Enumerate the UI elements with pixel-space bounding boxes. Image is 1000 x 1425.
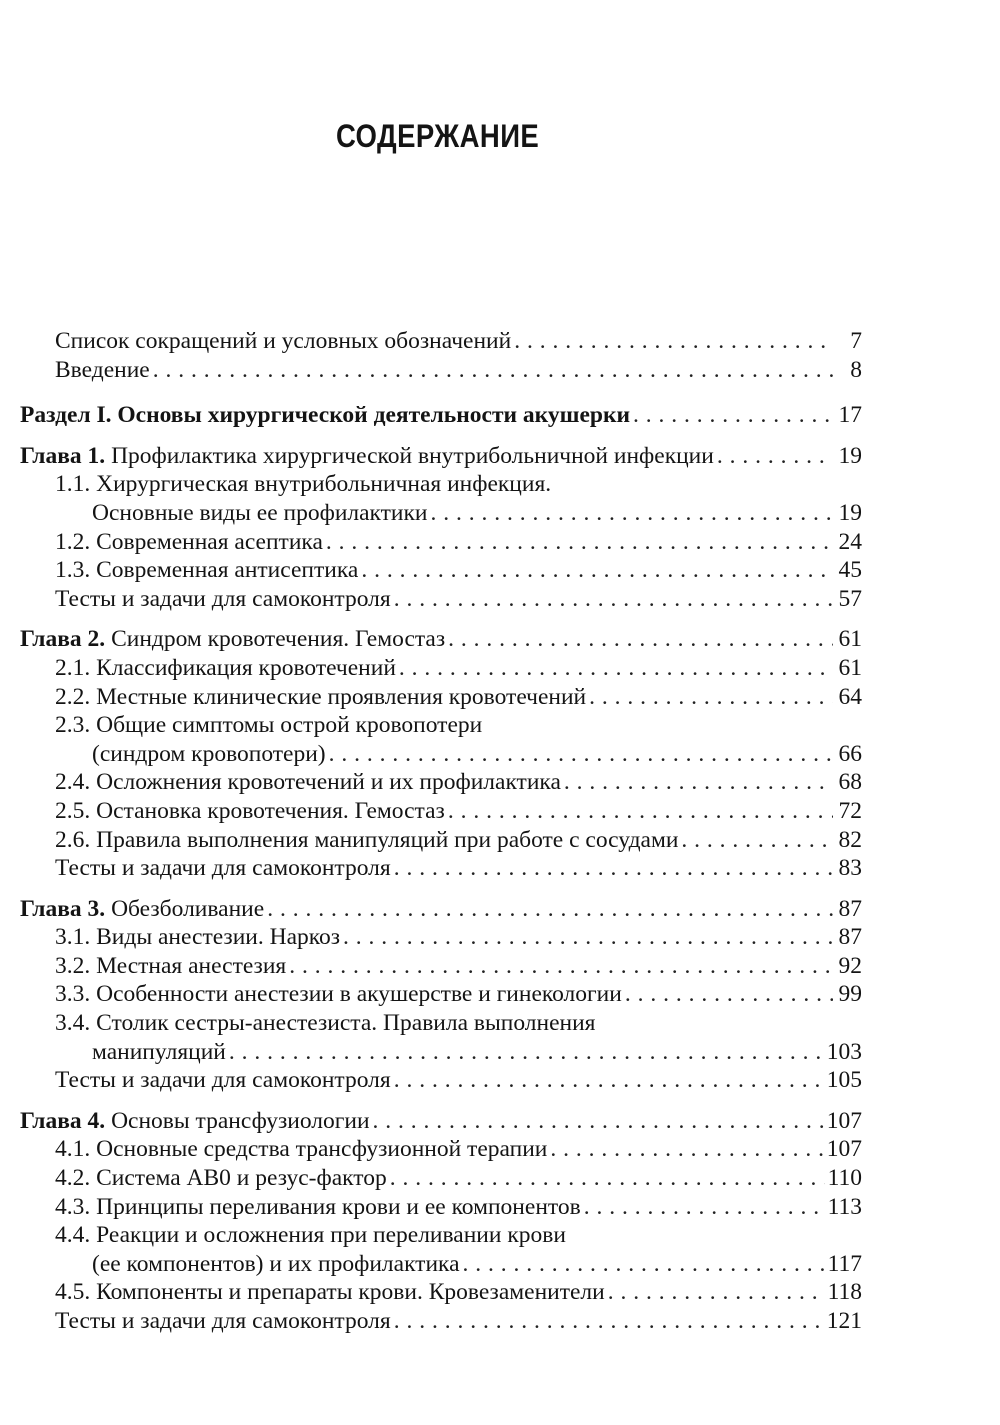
dot-leader [267, 895, 833, 924]
toc-entry[interactable] [0, 1250, 1000, 1279]
dot-leader [329, 740, 833, 769]
entry-text: Основные виды ее профилактики [92, 499, 428, 526]
entry-text: 2.3. Общие симптомы острой кровопотери [55, 712, 483, 739]
dot-leader [229, 1038, 824, 1067]
toc-entry[interactable] [0, 654, 1000, 683]
spacer [0, 883, 1000, 895]
page-number: 103 [826, 1038, 862, 1065]
entry-title [92, 499, 428, 528]
toc-entry[interactable] [0, 1009, 1000, 1038]
entry-title [92, 740, 326, 769]
dot-leader [633, 401, 833, 430]
entry-text: Тесты и задачи для самоконтроля [55, 1308, 391, 1334]
toc-entry[interactable] [0, 528, 1000, 557]
entry-text: 1.3. Современная антисептика [55, 557, 359, 584]
toc-entry[interactable] [0, 1307, 1000, 1336]
dot-leader [564, 768, 833, 797]
dot-leader [394, 585, 833, 614]
page-number: 66 [838, 740, 862, 767]
entry-title [55, 711, 482, 740]
dot-leader [514, 327, 833, 356]
toc-entry[interactable] [0, 556, 1000, 585]
toc-entry[interactable] [0, 768, 1000, 797]
page-number: 118 [827, 1279, 862, 1306]
chapter-title: Основы трансфузиологии [111, 1107, 370, 1134]
page-number: 61 [838, 654, 862, 681]
entry-title [55, 1278, 605, 1307]
entry-text: Тесты и задачи для самоконтроля [55, 585, 391, 612]
entry-title [55, 1135, 547, 1164]
page-number: 72 [838, 797, 862, 824]
toc-entry[interactable] [0, 740, 1000, 769]
dot-leader [394, 1307, 824, 1336]
page-number: 107 [826, 1107, 862, 1134]
page-number: 64 [838, 683, 862, 710]
entry-text: 4.3. Принципы переливания крови и ее компонентов [55, 1193, 581, 1220]
page-number: 105 [826, 1067, 862, 1094]
page-number: 24 [838, 528, 862, 555]
toc-entry[interactable] [0, 1066, 1000, 1095]
dot-leader [608, 1278, 825, 1307]
page-number: 87 [838, 895, 862, 922]
toc-entry[interactable] [0, 401, 1000, 430]
toc-entry[interactable] [0, 1278, 1000, 1307]
entry-text: манипуляций [92, 1038, 226, 1065]
entry-text: (синдром кровопотери) [92, 740, 326, 767]
toc-entry[interactable] [0, 499, 1000, 528]
page-number: 87 [838, 924, 862, 951]
page-number: 92 [838, 952, 862, 979]
entry-title [55, 980, 622, 1009]
chapter-label: Глава 1. [20, 442, 106, 469]
page-number: 19 [838, 442, 862, 469]
entry-title [20, 895, 264, 924]
entry-text: 1.1. Хирургическая внутрибольничная инфекция. [55, 471, 552, 498]
toc-entry[interactable] [0, 470, 1000, 499]
page-number: 110 [827, 1165, 862, 1192]
chapter-title: Профилактика хирургической внутрибольничной инфекции [111, 442, 714, 469]
toc-entry[interactable] [0, 1193, 1000, 1222]
dot-leader [390, 1164, 825, 1193]
toc-entry[interactable] [0, 1107, 1000, 1136]
entry-title [55, 528, 323, 557]
chapter-label: Глава 4. [20, 1107, 106, 1134]
chapter-label: Глава 2. [20, 626, 106, 653]
dot-leader [153, 356, 833, 385]
entry-title [55, 327, 511, 356]
entry-text: 1.2. Современная асептика [55, 528, 323, 555]
dot-leader [448, 625, 833, 654]
toc-entry[interactable] [0, 952, 1000, 981]
toc-entry[interactable] [0, 895, 1000, 924]
entry-title [55, 356, 150, 385]
toc-entry[interactable] [0, 1135, 1000, 1164]
dot-leader [431, 499, 833, 528]
toc-entry[interactable] [0, 711, 1000, 740]
page-number: 7 [850, 328, 862, 354]
entry-text: 4.5. Компоненты и препараты крови. Кровезаменители [55, 1279, 605, 1306]
toc-entry[interactable] [0, 585, 1000, 614]
entry-text: (ее компонентов) и их профилактика [92, 1250, 460, 1277]
entry-text: 3.2. Местная анестезия [55, 952, 287, 979]
dot-leader [584, 1193, 825, 1222]
entry-text: 4.1. Основные средства трансфузионной терапии [55, 1136, 548, 1163]
entry-title [55, 585, 391, 614]
dot-leader [681, 826, 833, 855]
dot-leader [717, 442, 833, 471]
entry-text: Список сокращений и условных обозначений [55, 328, 512, 354]
entry-text: 2.6. Правила выполнения манипуляций при работе с сосудами [55, 826, 679, 853]
page-number: 83 [838, 855, 862, 882]
entry-title [55, 923, 340, 952]
page-number: 117 [827, 1250, 862, 1277]
entry-title [20, 401, 630, 430]
entry-text: 3.4. Столик сестры-анестезиста. Правила выполнения [55, 1010, 596, 1037]
entry-title [55, 1193, 581, 1222]
page-number: 19 [838, 499, 862, 526]
spacer [0, 613, 1000, 625]
entry-text: 2.5. Остановка кровотечения. Гемостаз [55, 797, 445, 824]
dot-leader [343, 923, 833, 952]
entry-text: 2.1. Классификация кровотечений [55, 654, 396, 681]
page-number: 8 [850, 356, 862, 383]
dot-leader [463, 1250, 825, 1279]
page-title: СОДЕРЖАНИЕ [335, 118, 540, 154]
dot-leader [399, 654, 833, 683]
entry-title [55, 1307, 391, 1336]
entry-text: 4.2. Система АВ0 и резус-фактор [55, 1165, 387, 1192]
entry-title [55, 797, 445, 826]
entry-title [55, 556, 358, 585]
toc-entry[interactable] [0, 1038, 1000, 1067]
page-number: 121 [826, 1308, 862, 1334]
entry-text: 4.4. Реакции и осложнения при переливании крови [55, 1222, 566, 1249]
entry-text: Введение [55, 356, 150, 383]
dot-leader [448, 797, 833, 826]
dot-leader [326, 528, 833, 557]
page-number: 17 [838, 402, 862, 429]
dot-leader [373, 1107, 824, 1136]
entry-title [55, 1009, 596, 1038]
chapter-title: Обезболивание [111, 895, 265, 922]
entry-text: 3.3. Особенности анестезии в акушерстве и гинекологии [55, 981, 622, 1008]
entry-title [55, 1164, 387, 1193]
entry-title [55, 654, 396, 683]
entry-text: 3.1. Виды анестезии. Наркоз [55, 924, 341, 951]
page-number: 45 [838, 557, 862, 584]
section-title: Раздел I. Основы хирургической деятельности акушерки [20, 402, 631, 429]
toc-entry[interactable] [0, 327, 1000, 356]
spacer [0, 1095, 1000, 1107]
page-number: 107 [826, 1136, 862, 1163]
toc-entry[interactable] [0, 854, 1000, 883]
entry-title [55, 1221, 566, 1250]
entry-title [55, 952, 286, 981]
entry-title [20, 442, 714, 471]
dot-leader [625, 980, 833, 1009]
dot-leader [394, 1066, 824, 1095]
entry-title [55, 826, 678, 855]
entry-text: 2.4. Осложнения кровотечений и их профилактика [55, 769, 561, 796]
chapter-title: Синдром кровотечения. Гемостаз [111, 626, 446, 653]
toc-entry[interactable] [0, 442, 1000, 471]
toc-entry[interactable] [0, 1221, 1000, 1250]
chapter-label: Глава 3. [20, 895, 106, 922]
entry-title [55, 470, 551, 499]
entry-title [92, 1250, 460, 1279]
toc-entry[interactable] [0, 980, 1000, 1009]
toc-entry[interactable] [0, 923, 1000, 952]
entry-text: 2.2. Местные клинические проявления кровотечений [55, 683, 587, 710]
dot-leader [289, 952, 833, 981]
entry-title [20, 1107, 370, 1136]
entry-title [20, 625, 445, 654]
toc-entry[interactable] [0, 1164, 1000, 1193]
dot-leader [394, 854, 833, 883]
toc-entry[interactable] [0, 797, 1000, 826]
page-number: 99 [838, 981, 862, 1008]
toc-entry[interactable] [0, 826, 1000, 855]
page-number: 82 [838, 826, 862, 853]
entry-text: Тесты и задачи для самоконтроля [55, 1067, 391, 1094]
page-number: 113 [827, 1193, 862, 1220]
page-number: 57 [838, 585, 862, 612]
table-of-contents [0, 327, 1000, 1336]
page-number: 68 [838, 769, 862, 796]
entry-title [55, 1066, 391, 1095]
dot-leader [361, 556, 833, 585]
entry-text: Тесты и задачи для самоконтроля [55, 855, 391, 882]
entry-title [55, 683, 586, 712]
toc-entry[interactable] [0, 625, 1000, 654]
entry-title [55, 854, 391, 883]
spacer [0, 384, 1000, 401]
toc-entry[interactable] [0, 356, 1000, 385]
toc-entry[interactable] [0, 683, 1000, 712]
dot-leader [589, 683, 833, 712]
spacer [0, 430, 1000, 442]
entry-title [92, 1038, 226, 1067]
dot-leader [550, 1135, 823, 1164]
entry-title [55, 768, 561, 797]
page-number: 61 [838, 626, 862, 653]
